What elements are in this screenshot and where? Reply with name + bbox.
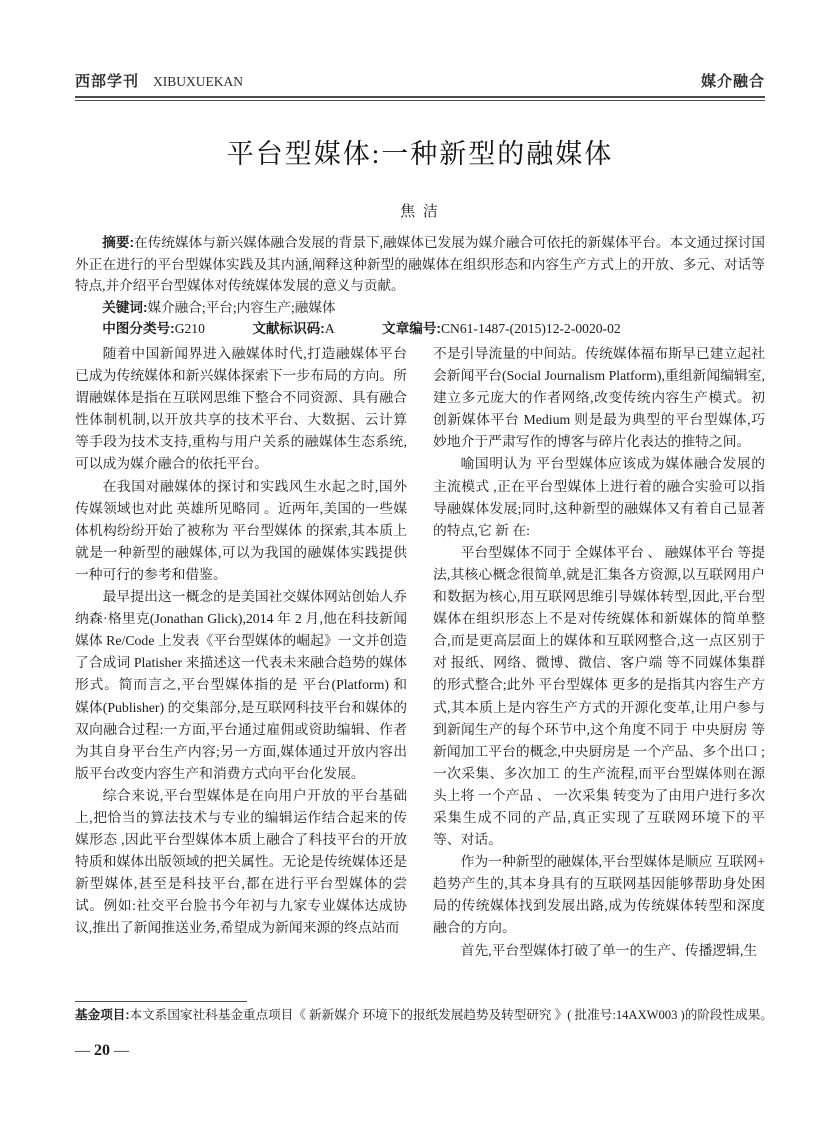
page-number-dash-right: — — [114, 1043, 129, 1059]
keywords — [75, 297, 765, 319]
left-column — [75, 343, 407, 962]
doc-code-value: A — [324, 321, 335, 336]
journal-name-cn: 西部学刊 — [75, 73, 140, 90]
footnote-text — [75, 1007, 773, 1024]
article-author: 焦 洁 — [400, 204, 440, 220]
clc-segment — [102, 321, 205, 336]
paragraph: 作为一种新型的融媒体,平台型媒体是顺应 互联网+ 趋势产生的,其本身具有的互联网基因能够帮助身处困局的传统媒体找到发展出路,成为传统媒体转型和深度融合的方向。 — [433, 854, 766, 936]
page-number — [75, 1042, 765, 1060]
article-body — [75, 343, 765, 962]
footnote — [75, 1001, 773, 1024]
article-id-segment — [382, 321, 621, 336]
paragraph: 平台型媒体不同于 全媒体平台 、 融媒体平台 等提法,其核心概念很简单,就是汇集各方资源,以互联网用户和数据为核心,用互联网思维引导媒体转型,因此,平台型媒体在组织形态上不是对传统媒体和新媒体的简单整合,而是更高层面上的媒体和互联网整合,这一点区别于对 报纸、网络、微博、微信、客户端 等不同媒体集群的形式整合;此外 平台型媒体 更多的是指其内容生产方式,其本质上是内容生产方式的开源化变革,让用户参与到新闻生产的每个环节中,这个角度不同于 中央厨房 等新闻加工平台的概念,中央厨房是 一个产品、多个出口 ; 一次采集、多次加工 的生产流程,而平台型媒体则在源头上将 一个产品 、 一次采集 转变为了由用户进行多次采集生成不同的产品,真正实现了互联网环境下的平等、对话。 — [433, 544, 765, 848]
paragraph: 随着中国新闻界进入融媒体时代,打造融媒体平台已成为传统媒体和新兴媒体探索下一步布局的方向。所谓融媒体是指在互联网思维下整合不同资源、具有融合性体制机制,以开放共享的技术平台、大数据、云计算等手段为技术支持,重构与用户关系的融媒体生态系统,可以成为媒介融合的依托平台。 — [75, 346, 407, 472]
footnote-body: 本文系国家社科基金重点项目《 新新媒介 环境下的报纸发展趋势及转型研究 》( 批准号:14AXW003 )的阶段性成果。 — [129, 1008, 773, 1022]
paragraph: 喻国明认为 平台型媒体应该成为媒体融合发展的主流模式 ,正在平台型媒体上进行着的融合实验可以指导融媒体发展;同时,这种新型的融媒体又有着自己显著的特点,它 新 在: — [433, 456, 765, 538]
doc-code-label: 文献标识码: — [252, 321, 325, 336]
page-number-dash-left: — — [75, 1043, 90, 1059]
paragraph: 首先,平台型媒体打破了单一的生产、传播逻辑,生 — [460, 942, 758, 958]
abstract-label: 摘要: — [102, 235, 134, 250]
right-column — [433, 343, 765, 962]
doc-code-segment — [252, 321, 334, 336]
journal-name-en: XIBUXUEKAN — [153, 74, 244, 89]
footnote-rule — [75, 1001, 247, 1002]
article-meta — [75, 232, 765, 340]
journal-name-group — [75, 70, 243, 91]
paragraph: 最早提出这一概念的是美国社交媒体网站创始人乔纳森·格里克(Jonathan Glick),2014 年 2 月,他在科技新闻媒体 Re/Code 上发表《平台型媒体的崛起》一文并创造了合成词 Platisher 来描述这一代表未来融合趋势的媒体形式。简而言之,平台型媒体指的是 平台(Platform) 和 媒体(Publisher) 的交集部分,是互联网科技平台和媒体的双向融合过程:一方面,平台通过雇佣或资助编辑、作者为其自身平台生产内容;另一方面,媒体通过开放内容出版平台改变内容生产和消费方式向平台化发展。 — [75, 589, 407, 781]
page-header — [75, 70, 765, 101]
classification-line — [75, 318, 765, 340]
paragraph: 在我国对融媒体的探讨和实践风生水起之时,国外传媒领域也对此 英雄所见略同 。近两年,美国的一些媒体机构纷纷开始了被称为 平台型媒体 的探索,其本质上就是一种新型的融媒体,可以为我国的融媒体实践提供一种可行的参考和借鉴。 — [75, 478, 407, 582]
abstract — [75, 232, 765, 297]
clc-label: 中图分类号: — [102, 321, 175, 336]
article-id-value: CN61-1487-(2015)12-2-0020-02 — [440, 321, 621, 336]
paragraph: 不是引导流量的中间站。传统媒体福布斯早已建立起社会新闻平台(Social Journalism Platform),重组新闻编辑室,建立多元庞大的作者网络,改变传统内容生产模式。初创新媒体平台 Medium 则是最为典型的平台型媒体,巧妙地介于严肃写作的博客与碎片化表达的推特之间。 — [433, 346, 765, 450]
section-name: 媒介融合 — [700, 73, 765, 90]
article-id-label: 文章编号: — [382, 321, 441, 336]
paragraph: 综合来说,平台型媒体是在向用户开放的平台基础上,把恰当的算法技术与专业的编辑运作结合起来的传媒形态 ,因此平台型媒体本质上融合了科技平台的开放特质和媒体出版领域的把关属性。无论是传统媒体还是新型媒体,甚至是科技平台,都在进行平台型媒体的尝试。例如:社交平台脸书今年初与九家专业媒体达成协议,推出了新闻推送业务,希望成为新闻来源的终点站而 — [75, 787, 407, 936]
abstract-text: 在传统媒体与新兴媒体融合发展的背景下,融媒体已发展为媒介融合可依托的新媒体平台。本文通过探讨国外正在进行的平台型媒体实践及其内涵,阐释这种新型的融媒体在组织形态和内容生产方式上的开放、多元、对话等特点,并介绍平台型媒体对传统媒体发展的意义与贡献。 — [75, 235, 765, 293]
footnote-label: 基金项目: — [75, 1008, 130, 1022]
keywords-label: 关键词: — [102, 299, 148, 315]
keywords-text: 媒介融合;平台;内容生产;融媒体 — [147, 299, 336, 315]
header-double-rule — [75, 96, 765, 101]
page-number-value: 20 — [94, 1042, 110, 1059]
article-title: 平台型媒体:一种新型的融媒体 — [226, 139, 614, 169]
clc-value: G210 — [174, 321, 205, 336]
